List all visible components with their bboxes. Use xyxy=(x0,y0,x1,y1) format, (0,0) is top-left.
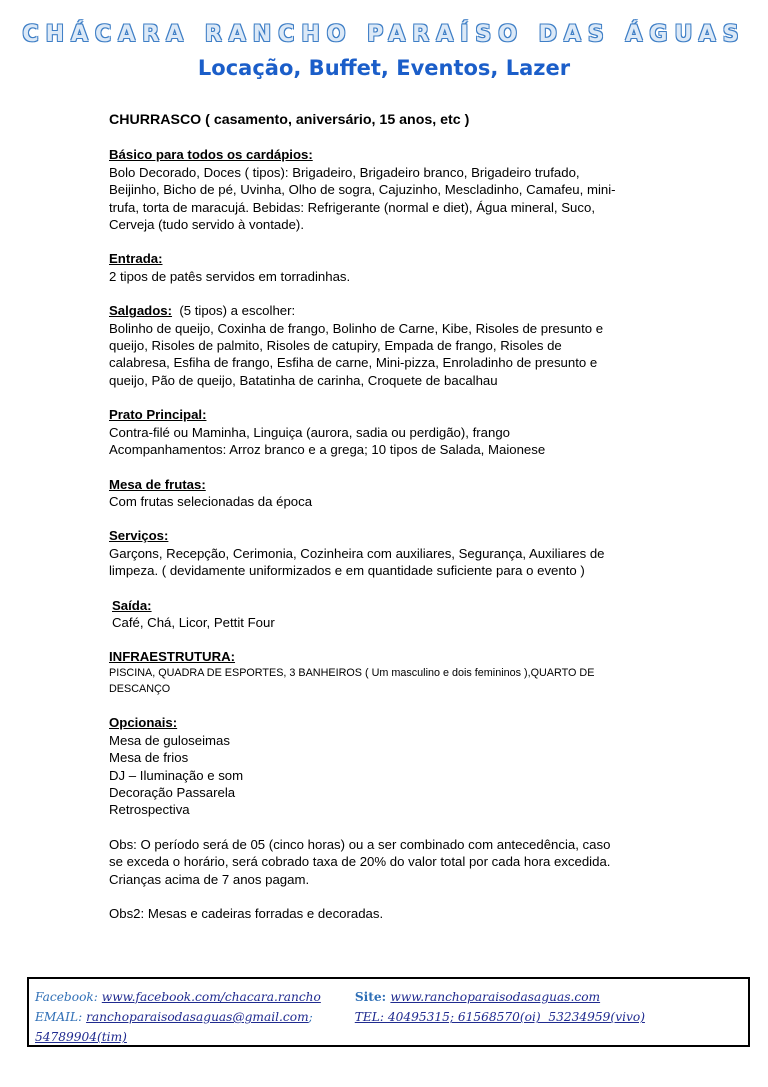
optional-item: Mesa de frios xyxy=(109,750,189,766)
email-label: EMAIL: xyxy=(35,1010,87,1024)
section-title-row xyxy=(109,302,669,319)
section-title: Opcionais: xyxy=(109,715,178,731)
obs2-line: Obs2: Mesas e cadeiras forradas e decoradas. xyxy=(109,906,384,921)
facebook-link[interactable]: www.facebook.com/chacara.rancho xyxy=(101,990,321,1004)
section-mesa-frutas xyxy=(109,476,669,511)
telephone-numbers-cont: 54789904(tim) xyxy=(35,1030,127,1044)
section-line: trufa, torta de maracujá. Bebidas: Refrigerante (normal e diet), Água mineral, Suco, xyxy=(109,199,595,215)
section-title: INFRAESTRUTURA: xyxy=(109,649,236,665)
email-separator: ; xyxy=(308,1010,313,1024)
section-prato-principal xyxy=(109,406,669,458)
site-label: Site: xyxy=(354,990,391,1004)
section-line: Garçons, Recepção, Cerimonia, Cozinheira com auxiliares, Segurança, Auxiliares de xyxy=(109,545,605,561)
optional-item: Mesa de guloseimas xyxy=(109,732,230,748)
observation-2 xyxy=(109,905,669,922)
section-line: Bolinho de queijo, Coxinha de frango, Bolinho de Carne, Kibe, Risoles de presunto e xyxy=(109,320,604,336)
footer-row-3 xyxy=(35,1027,742,1047)
optional-item: Retrospectiva xyxy=(109,802,190,818)
section-entrada xyxy=(109,250,669,285)
obs-line: Obs: O período será de 05 (cinco horas) ou a ser combinado com antecedência, caso xyxy=(109,836,611,852)
optional-item: Decoração Passarela xyxy=(109,784,236,800)
obs-line: Crianças acima de 7 anos pagam. xyxy=(109,871,310,887)
footer-row-1 xyxy=(35,987,742,1007)
email-link[interactable]: ranchoparaisodasaguas@gmail.com xyxy=(86,1010,309,1024)
section-servicos xyxy=(109,527,669,579)
section-line: calabresa, Esfiha de frango, Esfiha de carne, Mini-pizza, Enroladinho de presunto e xyxy=(109,355,598,371)
section-title: Serviços: xyxy=(109,528,169,544)
obs-line: se exceda o horário, será cobrado taxa de 20% do valor total por cada hora excedida. xyxy=(109,854,611,870)
section-line: Bolo Decorado, Doces ( tipos): Brigadeiro, Brigadeiro branco, Brigadeiro trufado, xyxy=(109,164,580,180)
section-title: Prato Principal: xyxy=(109,407,207,423)
section-title: Saída: xyxy=(112,597,152,613)
section-line: Cerveja (tudo servido à vontade). xyxy=(109,217,304,233)
section-title: Mesa de frutas: xyxy=(109,476,206,492)
section-line: Beijinho, Bicho de pé, Uvinha, Olho de sogra, Cajuzinho, Mescladinho, Camafeu, mini- xyxy=(109,182,616,198)
section-title: Entrada: xyxy=(109,251,163,267)
section-line: Com frutas selecionadas da época xyxy=(109,493,313,509)
section-salgados xyxy=(109,302,669,389)
section-infraestrutura xyxy=(109,648,669,697)
menu-content xyxy=(109,112,669,939)
section-line: Acompanhamentos: Arroz branco e a grega; 10 tipos de Salada, Maionese xyxy=(109,442,546,458)
site-link[interactable]: www.ranchoparaisodasaguas.com xyxy=(390,990,601,1004)
section-line: limpeza. ( devidamente uniformizados e em quantidade suficiente para o evento ) xyxy=(109,563,585,579)
section-line: DESCANÇO xyxy=(109,683,171,696)
observations xyxy=(109,836,669,888)
section-saida xyxy=(109,597,669,632)
optional-item: DJ – Iluminação e som xyxy=(109,767,244,783)
section-line: Café, Chá, Licor, Pettit Four xyxy=(112,614,275,630)
section-line: queijo, Risoles de palmito, Risoles de catupiry, Empada de frango, Risoles de xyxy=(109,338,562,354)
section-line: Contra-filé ou Maminha, Linguiça (aurora, sadia ou perdigão), frango xyxy=(109,424,510,440)
document-title: CHÁCARA RANCHO PARAÍSO DAS ÁGUAS xyxy=(22,22,746,47)
section-line: PISCINA, QUADRA DE ESPORTES, 3 BANHEIROS ( Um masculino e dois femininos ),QUARTO DE xyxy=(109,667,595,680)
contact-footer xyxy=(27,977,750,1047)
footer-row-2 xyxy=(35,1007,742,1027)
section-opcionais xyxy=(109,714,669,818)
telephone-numbers: TEL: 40495315; 61568570(oi) 53234959(vivo) xyxy=(354,1010,645,1024)
section-line: queijo, Pão de queijo, Batatinha de carinha, Croquete de bacalhau xyxy=(109,372,498,388)
document-subtitle: Locação, Buffet, Eventos, Lazer xyxy=(197,56,571,80)
section-basico xyxy=(109,146,669,233)
section-title: Básico para todos os cardápios: xyxy=(109,147,313,163)
section-line: 2 tipos de patês servidos em torradinhas. xyxy=(109,268,351,284)
section-title: Salgados: xyxy=(109,303,173,319)
facebook-label: Facebook: xyxy=(35,990,102,1004)
menu-heading: CHURRASCO ( casamento, aniversário, 15 anos, etc ) xyxy=(109,112,470,128)
section-title-suffix: (5 tipos) a escolher: xyxy=(172,303,296,319)
